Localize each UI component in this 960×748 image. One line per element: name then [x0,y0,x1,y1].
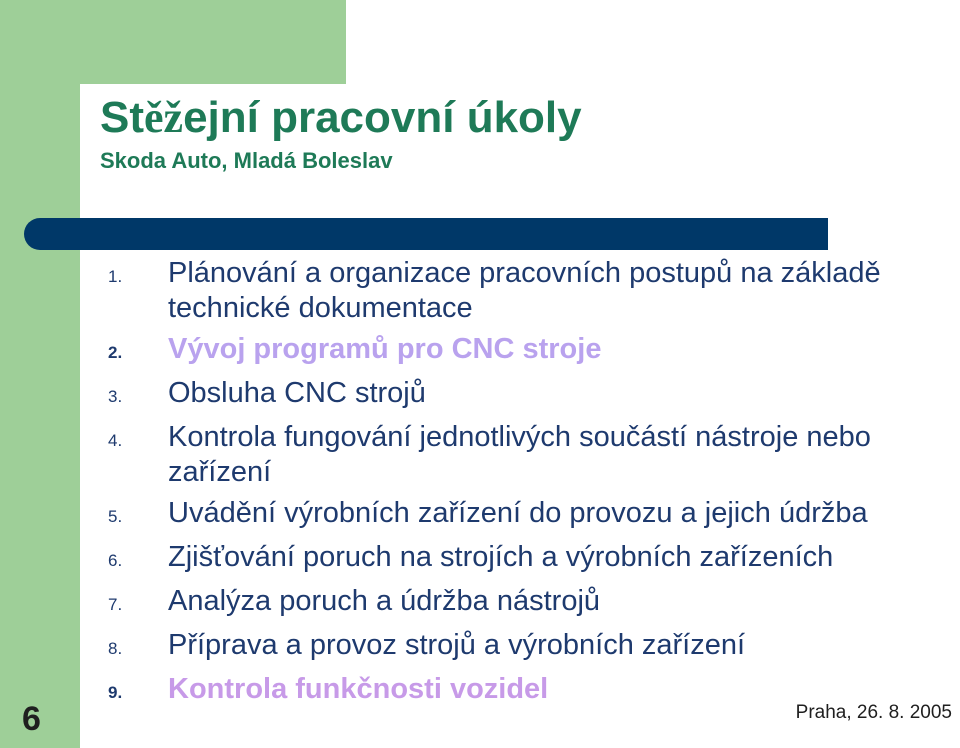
task-number: 9. [108,683,123,702]
task-item [108,496,948,534]
slide-subtitle: Skoda Auto, Mladá Boleslav [100,148,393,173]
title-part-1: St [100,93,144,142]
task-text: Příprava a provoz strojů a výrobních zařízení [168,629,746,661]
task-text: Analýza poruch a údržba nástrojů [168,585,601,617]
task-number: 8. [108,639,123,658]
divider-bar [24,218,828,250]
task-item [108,540,948,578]
task-text: Uvádění výrobních zařízení do provozu a jejich údržba [168,497,868,529]
title-part-2: ěž [144,93,184,142]
left-frame-strip [0,0,80,748]
task-number: 6. [108,551,123,570]
footer-date: Praha, 26. 8. 2005 [795,702,952,723]
task-text: Kontrola funkčnosti vozidel [168,673,549,705]
task-number: 1. [108,267,123,286]
top-frame-block [0,0,346,84]
task-item [108,256,948,326]
task-number: 5. [108,507,123,526]
task-item [108,332,948,370]
task-number: 7. [108,595,123,614]
task-number: 2. [108,343,123,362]
task-text: Plánování a organizace pracovních postupů na základě technické dokumentace [168,257,881,324]
task-text: Vývoj programů pro CNC stroje [168,333,602,365]
task-text: Kontrola fungování jednotlivých součástí nástroje nebo zařízení [168,421,871,488]
title-part-3: ejní pracovní úkoly [183,93,582,142]
task-item [108,420,948,490]
task-item [108,584,948,622]
task-number: 4. [108,431,123,450]
task-text: Obsluha CNC strojů [168,377,426,409]
page-number: 6 [22,700,41,738]
task-item [108,376,948,414]
slide-title [100,92,582,143]
task-number: 3. [108,387,123,406]
task-text: Zjišťování poruch na strojích a výrobních zařízeních [168,541,834,573]
task-item [108,628,948,666]
task-list [108,256,948,716]
